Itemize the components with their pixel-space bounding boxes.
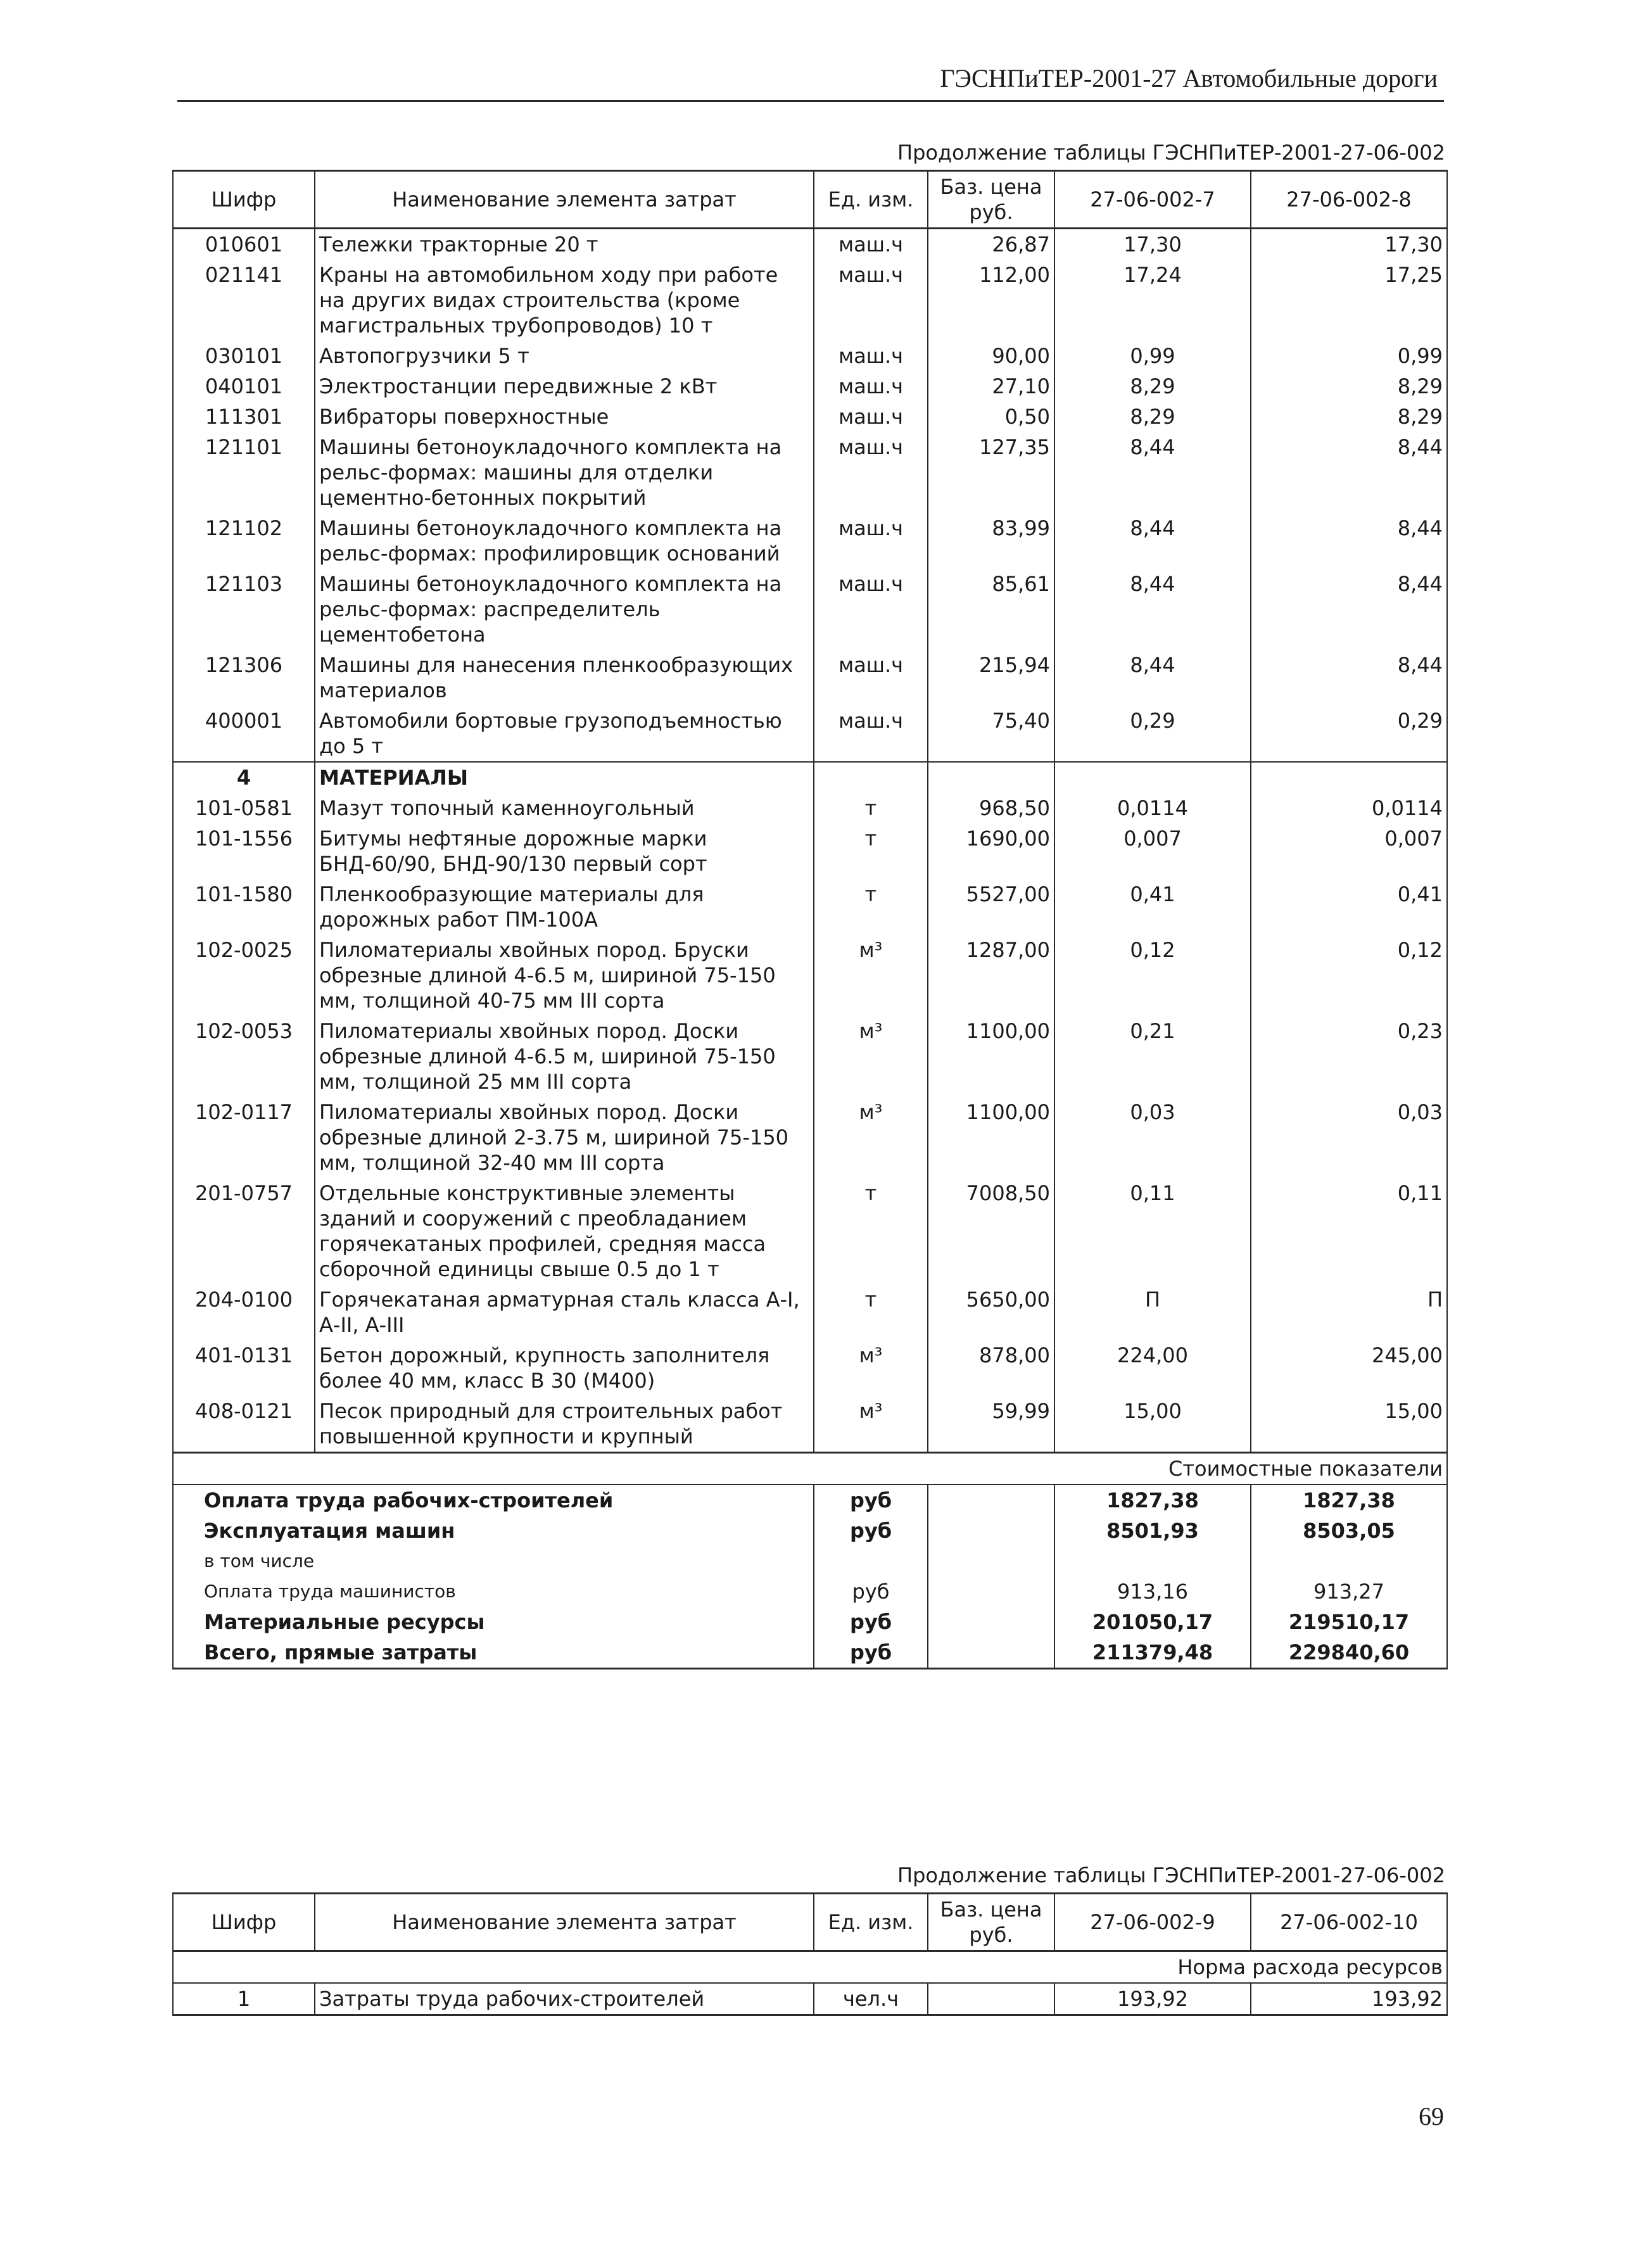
cell-code: 010601 [173,229,315,260]
cell-value-2: 15,00 [1251,1396,1447,1453]
material-row [173,879,1447,935]
cell-value-1: 8,44 [1054,650,1251,706]
norm-label-row [173,1951,1447,1984]
table1 [172,170,1448,1669]
cell-name: Машины бетоноукладочного комплекта на рельс-формах: машины для отделки цементно-бетонных покрытий [315,432,814,513]
cost-value-1: 211379,48 [1054,1637,1251,1669]
cell-value-2: 0,41 [1251,879,1447,935]
cell-code: 101-1580 [173,879,315,935]
cell-value-2: 8,44 [1251,569,1447,650]
cell-unit: маш.ч [814,650,928,706]
header-rule [177,100,1444,102]
section-empty-cell [928,762,1054,793]
table2 [172,1892,1448,2016]
col-header-code: Шифр [173,171,315,229]
cell-unit: маш.ч [814,229,928,260]
cell-value-1: 8,44 [1054,432,1251,513]
cell-price: 1100,00 [928,1016,1054,1097]
cell-unit: м³ [814,1340,928,1396]
norm-label: Норма расхода ресурсов [173,1951,1447,1984]
cell-unit: маш.ч [814,341,928,371]
cost-row [173,1485,1447,1516]
cost-empty-cell [928,1576,1054,1607]
col-header-price: Баз. цена руб. [928,171,1054,229]
cell-name: Пиломатериалы хвойных пород. Бруски обрезные длиной 4-6.5 м, шириной 75-150 мм, толщиной 40-75 мм III сорта [315,935,814,1016]
cost-row [173,1607,1447,1637]
cell-code: 121101 [173,432,315,513]
cell-name: Битумы нефтяные дорожные марки БНД-60/90, БНД-90/130 первый сорт [315,823,814,879]
cell-value-1: 0,99 [1054,341,1251,371]
cell-code: 121102 [173,513,315,569]
cell-name: Машины бетоноукладочного комплекта на рельс-формах: профилировщик оснований [315,513,814,569]
cell-price: 75,40 [928,706,1054,762]
cell-price: 90,00 [928,341,1054,371]
cell-price: 878,00 [928,1340,1054,1396]
cost-value-1: 201050,17 [1054,1607,1251,1637]
col-header-unit: Ед. изм. [814,1894,928,1951]
cost-value-2 [1251,1546,1447,1576]
machine-row [173,706,1447,762]
material-row [173,1178,1447,1284]
machine-row [173,650,1447,706]
cell-value-2: 0,99 [1251,341,1447,371]
costs-label-row [173,1453,1447,1485]
section-empty-cell [1251,762,1447,793]
cost-value-1 [1054,1546,1251,1576]
col-header-name: Наименование элемента затрат [315,1894,814,1951]
cell-value-2: 0,03 [1251,1097,1447,1178]
cell-code: 102-0117 [173,1097,315,1178]
cell-code: 102-0053 [173,1016,315,1097]
cell-value-1: 0,12 [1054,935,1251,1016]
cell-value-1: 224,00 [1054,1340,1251,1396]
cell-value-1: 8,44 [1054,569,1251,650]
cell-name: Пленкообразующие материалы для дорожных работ ПМ-100А [315,879,814,935]
cell-value-2: 17,30 [1251,229,1447,260]
cost-value-2: 8503,05 [1251,1516,1447,1546]
machine-row [173,229,1447,260]
cell-value-1: П [1054,1284,1251,1340]
cell-price: 5527,00 [928,879,1054,935]
cell-name: Мазут топочный каменноугольный [315,793,814,823]
cell-value-1: 0,0114 [1054,793,1251,823]
cell-name: Пиломатериалы хвойных пород. Доски обрезные длиной 2-3.75 м, шириной 75-150 мм, толщиной 32-40 мм III сорта [315,1097,814,1178]
cell-code: 408-0121 [173,1396,315,1453]
costs-label: Стоимостные показатели [173,1453,1447,1485]
machine-row [173,513,1447,569]
cell-price [928,1983,1054,2015]
cell-value-1: 0,007 [1054,823,1251,879]
cost-value-1: 1827,38 [1054,1485,1251,1516]
section-empty-cell [1054,762,1251,793]
cell-code: 204-0100 [173,1284,315,1340]
cell-price: 26,87 [928,229,1054,260]
cell-code: 102-0025 [173,935,315,1016]
cost-value-2: 229840,60 [1251,1637,1447,1669]
cell-value-2: 245,00 [1251,1340,1447,1396]
cost-label: Материальные ресурсы [173,1607,814,1637]
cost-label: Эксплуатация машин [173,1516,814,1546]
cell-price: 27,10 [928,371,1054,402]
cell-value-2: 8,29 [1251,371,1447,402]
cost-label: Оплата труда рабочих-строителей [173,1485,814,1516]
cell-unit: маш.ч [814,706,928,762]
cell-price: 1100,00 [928,1097,1054,1178]
cell-price: 127,35 [928,432,1054,513]
cell-value-1: 15,00 [1054,1396,1251,1453]
col-header-unit: Ед. изм. [814,171,928,229]
cost-value-1: 913,16 [1054,1576,1251,1607]
material-row [173,1396,1447,1453]
cell-value-1: 0,11 [1054,1178,1251,1284]
cost-unit: руб [814,1576,928,1607]
cell-unit: маш.ч [814,569,928,650]
cell-value-2: 0,007 [1251,823,1447,879]
table2-header-row [173,1894,1447,1951]
cell-code: 021141 [173,260,315,341]
cell-unit: м³ [814,1396,928,1453]
cell-value-2: 0,11 [1251,1178,1447,1284]
cell-price: 5650,00 [928,1284,1054,1340]
cell-price: 0,50 [928,402,1054,432]
cell-code: 101-0581 [173,793,315,823]
section-empty-cell [814,762,928,793]
cost-row [173,1546,1447,1576]
cell-code: 111301 [173,402,315,432]
cost-empty-cell [928,1516,1054,1546]
cell-name: Затраты труда рабочих-строителей [315,1983,814,2015]
cell-name: Автопогрузчики 5 т [315,341,814,371]
cost-unit: руб [814,1607,928,1637]
cell-code: 101-1556 [173,823,315,879]
cell-code: 1 [173,1983,315,2015]
cell-value-1: 8,29 [1054,371,1251,402]
cost-row [173,1637,1447,1669]
cell-value-1: 8,29 [1054,402,1251,432]
cell-name: Краны на автомобильном ходу при работе на других видах строительства (кроме магистральных трубопроводов) 10 т [315,260,814,341]
section-code: 4 [173,762,315,793]
cell-unit: чел.ч [814,1983,928,2015]
machine-row [173,569,1447,650]
cell-name: Вибраторы поверхностные [315,402,814,432]
cell-price: 85,61 [928,569,1054,650]
cell-price: 215,94 [928,650,1054,706]
cell-code: 201-0757 [173,1178,315,1284]
cell-unit: м³ [814,935,928,1016]
cost-value-2: 219510,17 [1251,1607,1447,1637]
material-row [173,793,1447,823]
cell-unit: т [814,793,928,823]
cell-price: 112,00 [928,260,1054,341]
cell-name: Тележки тракторные 20 т [315,229,814,260]
col-header-price: Баз. цена руб. [928,1894,1054,1951]
table1-caption: Продолжение таблицы ГЭСНПиТЕР-2001-27-06-002 [897,141,1445,165]
page-number: 69 [1419,2102,1444,2131]
cell-value-2: П [1251,1284,1447,1340]
cell-value-2: 0,23 [1251,1016,1447,1097]
cell-name: Горячекатаная арматурная сталь класса А-I, А-II, А-III [315,1284,814,1340]
cell-unit: т [814,1178,928,1284]
machine-row [173,371,1447,402]
cell-value-2: 193,92 [1251,1983,1447,2015]
cost-empty-cell [928,1607,1054,1637]
material-row [173,1097,1447,1178]
cost-unit: руб [814,1637,928,1669]
cell-name: Машины для нанесения пленкообразующих материалов [315,650,814,706]
table1-header-row [173,171,1447,229]
cell-code: 040101 [173,371,315,402]
cell-value-1: 193,92 [1054,1983,1251,2015]
cell-code: 121306 [173,650,315,706]
cell-unit: маш.ч [814,513,928,569]
cell-unit: т [814,879,928,935]
cell-value-1: 8,44 [1054,513,1251,569]
cost-unit: руб [814,1485,928,1516]
cell-value-1: 17,30 [1054,229,1251,260]
cell-unit: т [814,823,928,879]
cell-code: 121103 [173,569,315,650]
material-row [173,823,1447,879]
cell-value-1: 0,21 [1054,1016,1251,1097]
machine-row [173,432,1447,513]
cell-value-1: 0,41 [1054,879,1251,935]
cell-unit: м³ [814,1097,928,1178]
cell-price: 1690,00 [928,823,1054,879]
cell-price: 7008,50 [928,1178,1054,1284]
cell-name: Электростанции передвижные 2 кВт [315,371,814,402]
cost-label: Всего, прямые затраты [173,1637,814,1669]
machine-row [173,341,1447,371]
cell-unit: м³ [814,1016,928,1097]
cell-price: 968,50 [928,793,1054,823]
table2-caption: Продолжение таблицы ГЭСНПиТЕР-2001-27-06-002 [897,1863,1445,1887]
col-header-v2: 27-06-002-10 [1251,1894,1447,1951]
col-header-v2: 27-06-002-8 [1251,171,1447,229]
cell-value-2: 8,44 [1251,513,1447,569]
cell-name: Песок природный для строительных работ повышенной крупности и крупный [315,1396,814,1453]
cell-value-1: 0,03 [1054,1097,1251,1178]
cell-value-2: 0,12 [1251,935,1447,1016]
cell-unit: т [814,1284,928,1340]
cost-empty-cell [928,1637,1054,1669]
labor-row [173,1983,1447,2015]
cost-value-2: 913,27 [1251,1576,1447,1607]
cell-unit: маш.ч [814,402,928,432]
cell-code: 401-0131 [173,1340,315,1396]
cell-value-2: 8,44 [1251,650,1447,706]
section-title: МАТЕРИАЛЫ [315,762,814,793]
cell-price: 1287,00 [928,935,1054,1016]
cell-code: 030101 [173,341,315,371]
cell-price: 83,99 [928,513,1054,569]
cell-unit: маш.ч [814,371,928,402]
cell-value-1: 0,29 [1054,706,1251,762]
cost-row [173,1516,1447,1546]
cell-name: Пиломатериалы хвойных пород. Доски обрезные длиной 4-6.5 м, шириной 75-150 мм, толщиной 25 мм III сорта [315,1016,814,1097]
cell-name: Автомобили бортовые грузоподъемностью до 5 т [315,706,814,762]
cell-code: 400001 [173,706,315,762]
col-header-v1: 27-06-002-7 [1054,171,1251,229]
section-row [173,762,1447,793]
cell-unit: маш.ч [814,260,928,341]
col-header-name: Наименование элемента затрат [315,171,814,229]
cell-value-2: 8,44 [1251,432,1447,513]
material-row [173,935,1447,1016]
machine-row [173,402,1447,432]
cell-value-2: 8,29 [1251,402,1447,432]
cost-value-1: 8501,93 [1054,1516,1251,1546]
cost-empty-cell [928,1546,1054,1576]
cost-empty-cell [928,1485,1054,1516]
cell-value-1: 17,24 [1054,260,1251,341]
machine-row [173,260,1447,341]
cost-label: в том числе [173,1546,814,1576]
cell-value-2: 0,0114 [1251,793,1447,823]
cell-name: Бетон дорожный, крупность заполнителя более 40 мм, класс В 30 (М400) [315,1340,814,1396]
cost-value-2: 1827,38 [1251,1485,1447,1516]
cell-price: 59,99 [928,1396,1054,1453]
running-header: ГЭСНПиТЕР-2001-27 Автомобильные дороги [940,64,1438,92]
cost-unit [814,1546,928,1576]
cell-unit: маш.ч [814,432,928,513]
cost-unit: руб [814,1516,928,1546]
material-row [173,1340,1447,1396]
cell-name: Машины бетоноукладочного комплекта на рельс-формах: распределитель цементобетона [315,569,814,650]
col-header-code: Шифр [173,1894,315,1951]
cost-label: Оплата труда машинистов [173,1576,814,1607]
cost-row [173,1576,1447,1607]
col-header-v1: 27-06-002-9 [1054,1894,1251,1951]
cell-name: Отдельные конструктивные элементы зданий и сооружений с преобладанием горячекатаных профилей, средняя масса сборочной единицы свыше 0.5 до 1 т [315,1178,814,1284]
cell-value-2: 0,29 [1251,706,1447,762]
cell-value-2: 17,25 [1251,260,1447,341]
material-row [173,1016,1447,1097]
material-row [173,1284,1447,1340]
